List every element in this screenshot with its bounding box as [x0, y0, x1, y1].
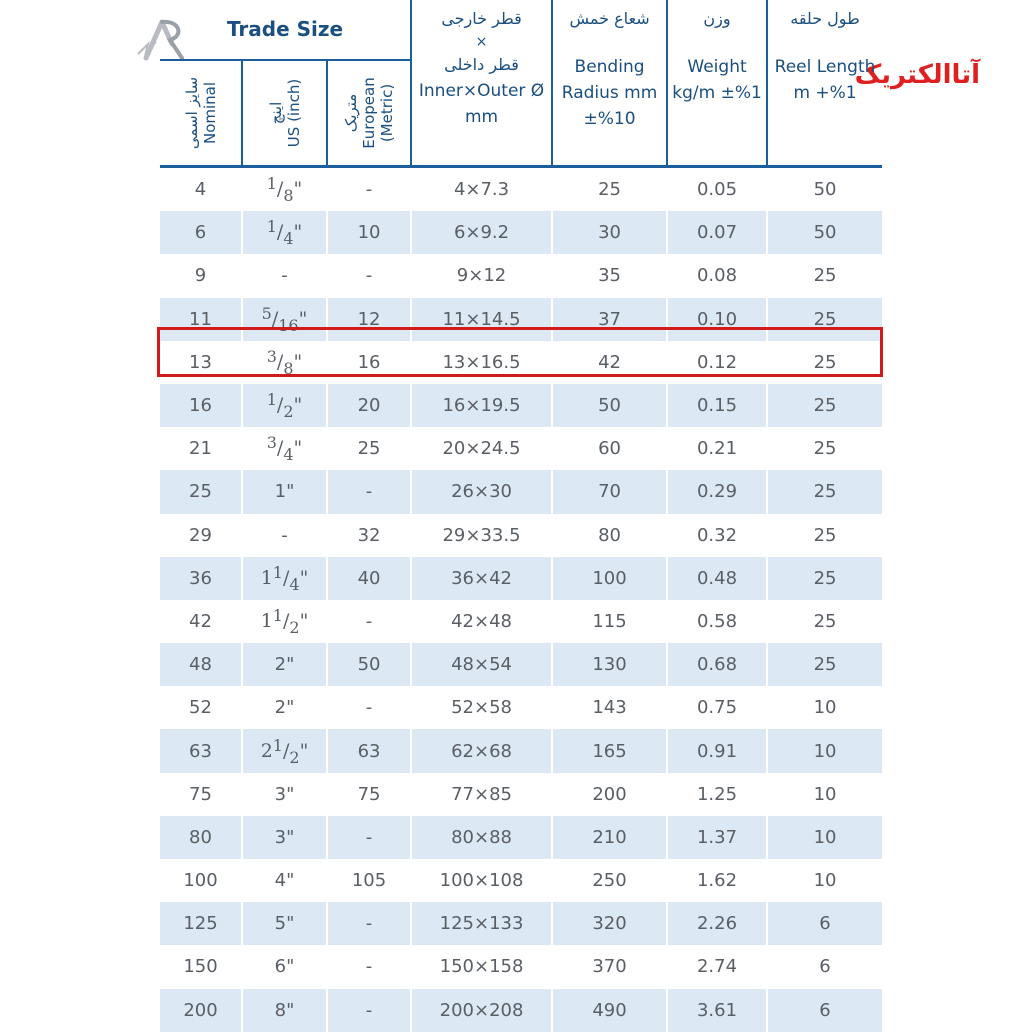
bending-header: [552, 0, 667, 167]
cell-eu: -: [327, 686, 411, 729]
cell-eu: 25: [327, 427, 411, 470]
cell-us: 5": [242, 902, 327, 945]
cell-us: 6": [242, 945, 327, 988]
cell-weight: 0.08: [667, 254, 767, 297]
cell-dia: 16×19.5: [411, 384, 552, 427]
cell-us: 2": [242, 643, 327, 686]
cell-eu: -: [327, 945, 411, 988]
diameter-header-fa-inner: قطر داخلی: [444, 55, 519, 74]
cell-nominal: 200: [160, 989, 242, 1032]
spec-table: [160, 0, 882, 1032]
table-row: [160, 859, 882, 902]
eu-header-en: European (Metric): [360, 77, 397, 149]
cell-reel: 10: [767, 859, 882, 902]
cell-dia: 36×42: [411, 557, 552, 600]
bending-header-en: Bending Radius mm ±%10: [561, 57, 658, 129]
cell-us: 8": [242, 989, 327, 1032]
cell-nominal: 6: [160, 211, 242, 254]
cell-weight: 3.61: [667, 989, 767, 1032]
cell-nominal: 21: [189, 438, 212, 460]
table-row: [160, 729, 882, 772]
cell-nominal: 36: [160, 557, 242, 600]
cell-reel: 50: [767, 211, 882, 254]
table-row: [160, 686, 882, 729]
cell-weight: 2.74: [667, 945, 767, 988]
us-header-en: US (inch): [284, 78, 303, 147]
cell-weight: 1.25: [667, 773, 767, 816]
cell-dia: 100×108: [411, 859, 552, 902]
cell-nominal: 63: [160, 729, 242, 772]
cell-reel: 25: [767, 643, 882, 686]
table-row: [160, 989, 882, 1032]
cell-eu: 105: [327, 859, 411, 902]
cell-dia: 52×58: [411, 686, 552, 729]
cell-nominal: 150: [183, 956, 218, 978]
cell-weight: 0.29: [667, 470, 767, 513]
cell-weight: 0.05: [667, 167, 767, 212]
cell-dia: 13×16.5: [411, 341, 552, 384]
table-row: [160, 816, 882, 859]
table-row: [160, 902, 882, 945]
cell-nominal: 4: [194, 179, 207, 201]
table-row: [160, 384, 882, 427]
cell-eu: 50: [327, 643, 411, 686]
cell-reel: 6: [767, 989, 882, 1032]
cell-weight: 0.12: [667, 341, 767, 384]
cell-bend: 490: [552, 989, 667, 1032]
cell-bend: 42: [552, 341, 667, 384]
cell-us: 4": [242, 859, 327, 902]
cell-bend: 250: [552, 859, 667, 902]
cell-eu: 32: [327, 514, 411, 557]
diameter-header: [411, 0, 552, 167]
cell-reel: 25: [767, 427, 882, 470]
cell-eu: -: [327, 989, 411, 1032]
cell-dia: 4×7.3: [411, 167, 552, 212]
table-row: [160, 773, 882, 816]
diameter-header-times: ×: [475, 34, 488, 50]
trade-size-header: Trade Size: [160, 0, 411, 60]
nominal-header-fa: سایز اسمی: [182, 76, 201, 149]
cell-reel: 25: [767, 341, 882, 384]
cell-nominal: 16: [160, 384, 242, 427]
cell-dia: 26×30: [411, 470, 552, 513]
us-header: [242, 60, 327, 167]
table-row: [160, 643, 882, 686]
highlighted-row-frame: [157, 327, 883, 377]
cell-reel: 10: [767, 686, 882, 729]
cell-us: $^1/_8$": [242, 167, 327, 212]
cell-eu: -: [327, 167, 411, 212]
cell-reel: 25: [767, 254, 882, 297]
cell-weight: 0.58: [667, 600, 767, 643]
brand-logo: آتاالکتریک: [854, 60, 980, 90]
spec-table-body: [160, 167, 882, 1032]
cell-reel: 25: [767, 514, 882, 557]
cell-bend: 130: [552, 643, 667, 686]
cell-dia: 80×88: [411, 816, 552, 859]
cell-dia: 29×33.5: [411, 514, 552, 557]
table-row: [160, 254, 882, 297]
table-row: [160, 470, 882, 513]
cell-nominal: 29: [189, 524, 212, 546]
cell-dia: 125×133: [411, 902, 552, 945]
cell-us: 3": [242, 816, 327, 859]
cell-bend: 115: [552, 600, 667, 643]
cell-dia: 200×208: [411, 989, 552, 1032]
cell-eu: 20: [327, 384, 411, 427]
cell-dia: 9×12: [411, 254, 552, 297]
cell-dia: 42×48: [411, 600, 552, 643]
us-header-fa: اینچ: [266, 101, 285, 125]
cell-eu: -: [327, 470, 411, 513]
reel-header-en: Reel Length m +%1: [774, 57, 876, 103]
cell-weight: 0.10: [667, 298, 767, 341]
cell-dia: 6×9.2: [411, 211, 552, 254]
cell-nominal: 13: [189, 351, 212, 373]
cell-us: $^3/_4$": [242, 427, 327, 470]
bending-header-fa: شعاع خمش: [569, 9, 650, 28]
cell-weight: 2.26: [667, 902, 767, 945]
cell-us: $^1/_4$": [242, 211, 327, 254]
cell-us: $^3/_8$": [242, 341, 327, 384]
cell-eu: 63: [327, 729, 411, 772]
cell-dia: 62×68: [411, 729, 552, 772]
cell-nominal: 9: [194, 265, 207, 287]
cell-weight: 1.62: [667, 859, 767, 902]
cell-us: 3": [242, 773, 327, 816]
nominal-header-en: Nominal: [200, 81, 219, 144]
cell-eu: -: [327, 816, 411, 859]
cell-us: -: [242, 514, 327, 557]
cell-eu: 10: [327, 211, 411, 254]
cell-nominal: 11: [160, 298, 242, 341]
cell-bend: 320: [552, 902, 667, 945]
cell-eu: 75: [327, 773, 411, 816]
table-row: [160, 167, 882, 212]
cell-reel: 25: [767, 470, 882, 513]
cell-eu: -: [327, 254, 411, 297]
cell-eu: 40: [327, 557, 411, 600]
cell-us: -: [242, 254, 327, 297]
cell-bend: 25: [552, 167, 667, 212]
weight-header-en: Weight kg/m ±%1: [672, 57, 762, 103]
spec-table-container: [160, 0, 884, 1032]
cell-bend: 70: [552, 470, 667, 513]
eu-header-fa: متریک: [342, 93, 361, 132]
cell-eu: -: [327, 902, 411, 945]
table-row: [160, 211, 882, 254]
cell-reel: 6: [767, 902, 882, 945]
cell-dia: 20×24.5: [411, 427, 552, 470]
cell-weight: 0.15: [667, 384, 767, 427]
cell-bend: 35: [552, 254, 667, 297]
cell-us: 1": [242, 470, 327, 513]
table-row: [160, 945, 882, 988]
cell-us: 2": [242, 686, 327, 729]
cell-nominal: 48: [160, 643, 242, 686]
weight-header: [667, 0, 767, 167]
cell-reel: 10: [767, 729, 882, 772]
cell-nominal: 42: [189, 610, 212, 632]
cell-bend: 30: [552, 211, 667, 254]
weight-header-fa: وزن: [703, 9, 731, 28]
cell-us: $1^1/_2$": [242, 600, 327, 643]
cell-weight: 0.68: [667, 643, 767, 686]
eu-header: [327, 60, 411, 167]
cell-us: $1^1/_4$": [242, 557, 327, 600]
cell-nominal: 125: [160, 902, 242, 945]
cell-eu: 12: [327, 298, 411, 341]
cell-reel: 25: [767, 384, 882, 427]
cell-bend: 143: [552, 686, 667, 729]
cell-us: $^1/_2$": [242, 384, 327, 427]
cell-bend: 60: [552, 427, 667, 470]
cell-bend: 100: [552, 557, 667, 600]
cell-us: $2^1/_2$": [242, 729, 327, 772]
cell-dia: 48×54: [411, 643, 552, 686]
cell-reel: 10: [767, 773, 882, 816]
cell-bend: 37: [552, 298, 667, 341]
cell-weight: 1.37: [667, 816, 767, 859]
cell-dia: 11×14.5: [411, 298, 552, 341]
cell-nominal: 100: [183, 870, 218, 892]
cell-weight: 0.91: [667, 729, 767, 772]
cell-nominal: 75: [189, 783, 212, 805]
cell-bend: 210: [552, 816, 667, 859]
cell-bend: 80: [552, 514, 667, 557]
cell-weight: 0.48: [667, 557, 767, 600]
table-row: [160, 427, 882, 470]
cell-weight: 0.21: [667, 427, 767, 470]
diameter-header-fa-outer: قطر خارجی: [441, 9, 522, 28]
table-row: [160, 600, 882, 643]
cell-dia: 77×85: [411, 773, 552, 816]
reel-header-fa: طول حلقه: [790, 9, 860, 28]
cell-reel: 50: [767, 167, 882, 212]
cell-bend: 200: [552, 773, 667, 816]
cell-weight: 0.32: [667, 514, 767, 557]
cell-reel: 10: [767, 816, 882, 859]
cell-eu: -: [327, 600, 411, 643]
cell-us: $^5/_{16}$": [242, 298, 327, 341]
table-row: [160, 557, 882, 600]
cell-dia: 150×158: [411, 945, 552, 988]
cell-nominal: 25: [160, 470, 242, 513]
cell-bend: 370: [552, 945, 667, 988]
cell-nominal: 80: [160, 816, 242, 859]
cell-bend: 165: [552, 729, 667, 772]
cell-eu: 16: [327, 341, 411, 384]
cell-reel: 25: [767, 600, 882, 643]
reel-header: [767, 0, 882, 167]
nominal-header: [160, 60, 242, 167]
cell-reel: 25: [767, 557, 882, 600]
cell-reel: 25: [767, 298, 882, 341]
cell-weight: 0.07: [667, 211, 767, 254]
cell-bend: 50: [552, 384, 667, 427]
diameter-header-en: Inner×Outer Ø mm: [418, 81, 545, 127]
cell-weight: 0.75: [667, 686, 767, 729]
cell-reel: 6: [767, 945, 882, 988]
cell-nominal: 52: [189, 697, 212, 719]
table-row: [160, 514, 882, 557]
